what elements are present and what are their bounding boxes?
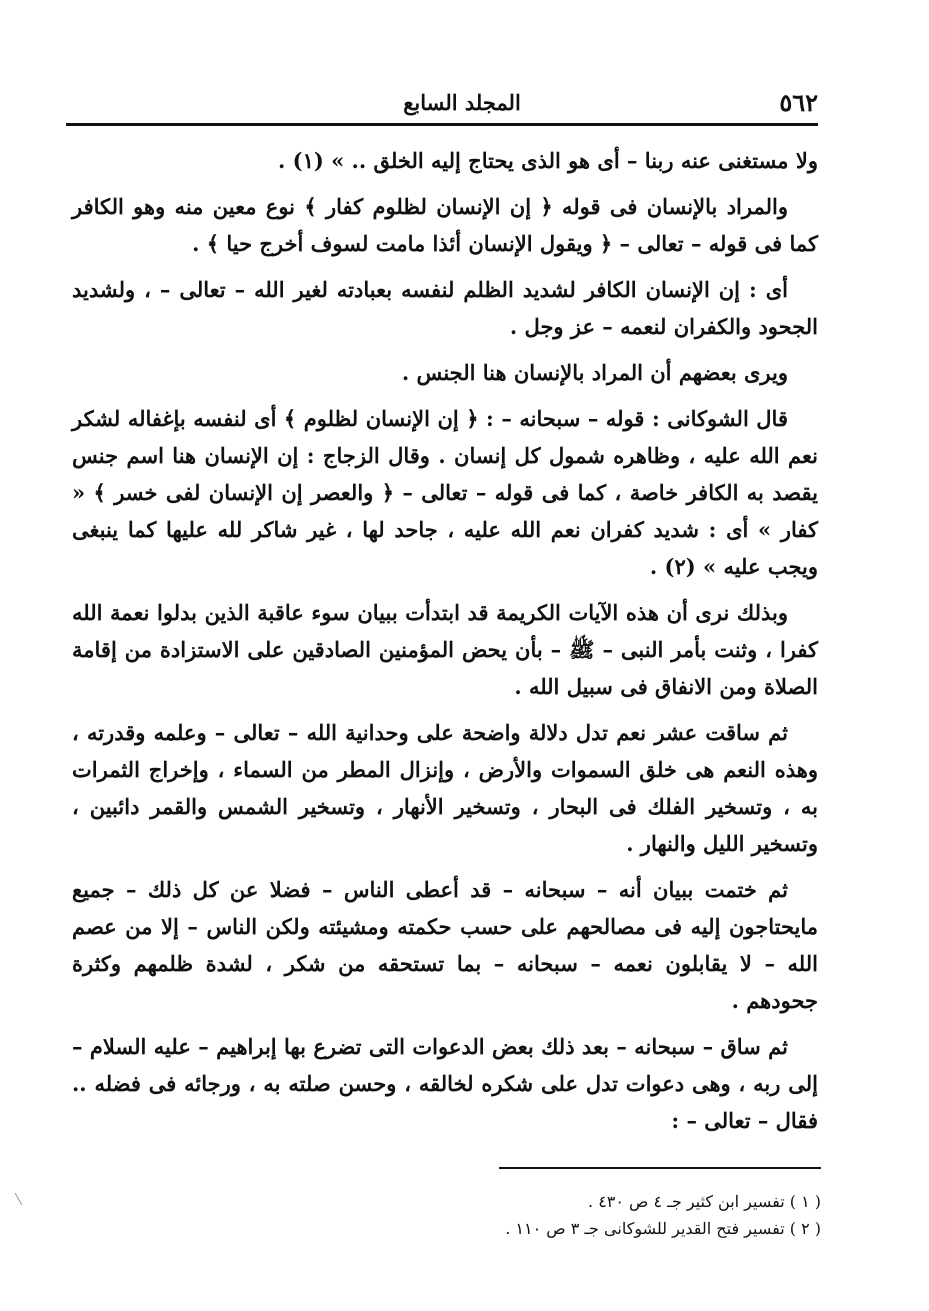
paragraph-8: ثم ختمت ببيان أنه – سبحانه – قد أعطى الناس – فضلا عن كل ذلك – جميع مايحتاجون إليه فى مصالحهم على حسب حكمته ومشيئته ولكن الناس – إلا من عصم الله – لا يقابلون نعمه – سبحانه – بما تستحقه من شكر ، لشدة ظلمهم وكثرة جحودهم . [72, 877, 818, 1013]
page-number: ٥٦٢ [779, 88, 818, 117]
scan-speck [15, 1193, 23, 1206]
page-header [66, 80, 818, 126]
header-rule [66, 123, 818, 126]
footnote-2: ( ٢ ) تفسير فتح القدير للشوكانى جـ ٣ ص ١١٠ . [505, 1219, 821, 1238]
main-text [72, 142, 818, 1148]
paragraph-5: قال الشوكانى : قوله – سبحانه – : ﴿ إن الإنسان لظلوم ﴾ أى لنفسه بإغفاله لشكر نعم الله عليه ، وظاهره شمول كل إنسان . وقال الزجاج : إن الإنسان هنا اسم جنس يقصد به الكافر خاصة ، كما فى قوله – تعالى – ﴿ والعصر إن الإنسان لفى خسر ﴾ « كفار » أى : شديد كفران نعم الله عليه ، جاحد لها ، غير شاكر لله عليها كما ينبغى ويجب عليه » (٢) . [72, 406, 818, 579]
footnote-1: ( ١ ) تفسير ابن كثير جـ ٤ ص ٤٣٠ . [588, 1192, 821, 1211]
paragraph-4: ويرى بعضهم أن المراد بالإنسان هنا الجنس . [401, 360, 788, 385]
footnotes [381, 1188, 821, 1242]
paragraph-7: ثم ساقت عشر نعم تدل دلالة واضحة على وحدانية الله – تعالى – وعلمه وقدرته ، وهذه النعم هى خلق السموات والأرض ، وإنزال المطر من السماء ، وإخراج الثمرات به ، وتسخير الفلك فى البحار ، وتسخير الأنهار ، وتسخير الشمس والقمر دائبين ، وتسخير الليل والنهار . [72, 720, 818, 856]
footnote-rule [499, 1167, 821, 1169]
paragraph-2: والمراد بالإنسان فى قوله ﴿ إن الإنسان لظلوم كفار ﴾ نوع معين منه وهو الكافر كما فى قوله – تعالى – ﴿ ويقول الإنسان أئذا مامت لسوف أخرج حيا ﴾ . [72, 194, 818, 256]
paragraph-1: ولا مستغنى عنه ربنا – أى هو الذى يحتاج إليه الخلق .. » (١) . [278, 148, 818, 173]
paragraph-3: أى : إن الإنسان الكافر لشديد الظلم لنفسه بعبادته لغير الله – تعالى – ، ولشديد الجحود والكفران لنعمه – عز وجل . [72, 277, 818, 339]
running-title: المجلد السابع [403, 90, 521, 115]
paragraph-6: وبذلك نرى أن هذه الآيات الكريمة قد ابتدأت ببيان سوء عاقبة الذين بدلوا نعمة الله كفرا ، وثنت بأمر النبى – ﷺ – بأن يحض المؤمنين الصادقين على الاستزادة من إقامة الصلاة ومن الانفاق فى سبيل الله . [72, 600, 818, 699]
paragraph-9: ثم ساق – سبحانه – بعد ذلك بعض الدعوات التى تضرع بها إبراهيم – عليه السلام – إلى ربه ، وهى دعوات تدل على شكره لخالقه ، وحسن صلته به ، ورجائه فى فضله .. فقال – تعالى – : [72, 1034, 818, 1133]
